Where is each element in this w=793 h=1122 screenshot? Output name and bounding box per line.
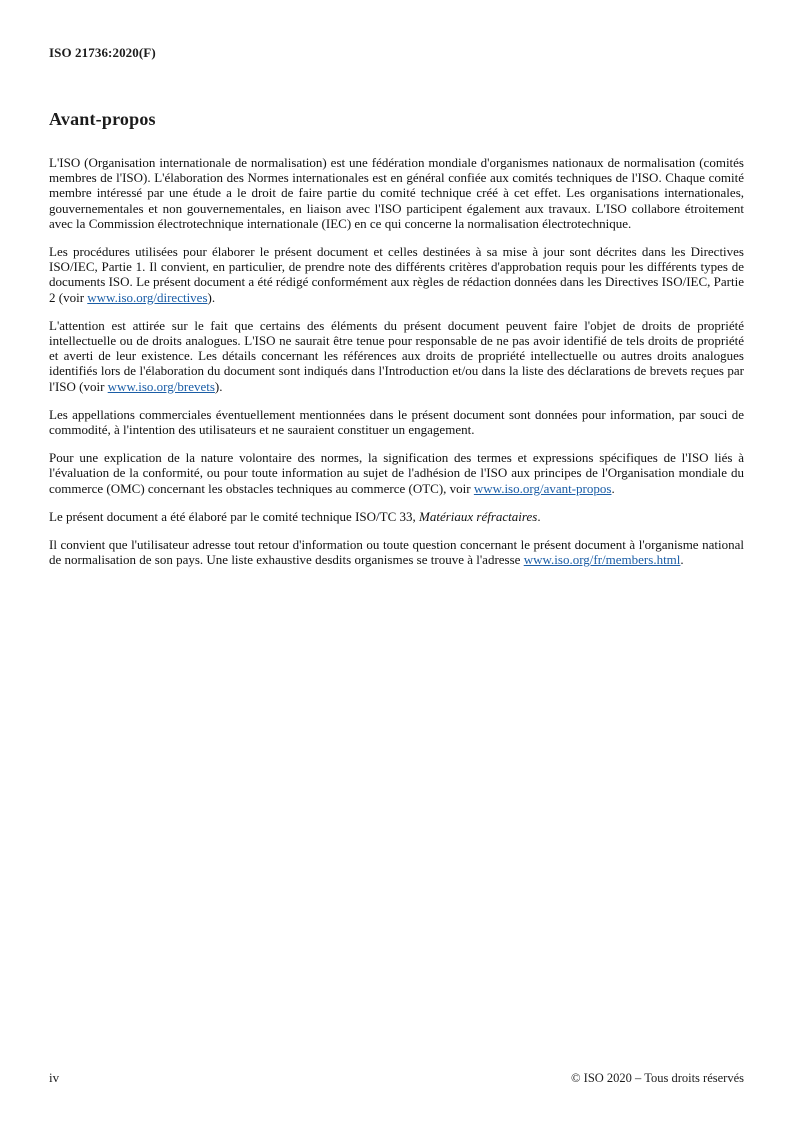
paragraph-text: ). bbox=[207, 289, 216, 305]
paragraph-text: . bbox=[611, 480, 615, 496]
paragraph-text: ). bbox=[214, 378, 223, 394]
paragraph bbox=[49, 407, 744, 437]
document-reference: ISO 21736:2020(F) bbox=[49, 45, 156, 60]
paragraph-text: . bbox=[537, 508, 541, 524]
document-body bbox=[49, 155, 744, 567]
paragraph-text: Pour une explication de la nature volontaire des normes, la signification des termes et expressions spécifiques de l'ISO liés à l'évaluation de la conformité, ou pour toute information au sujet de l'adhésion de l'ISO aux principes de l'Organisation mondiale du commerce (OMC) concernant les obstacles techniques au commerce (OTC), voir bbox=[49, 450, 744, 496]
paragraph-text: Il convient que l'utilisateur adresse tout retour d'information ou toute question concernant le présent document à l'organisme national de normalisation de son pays. Une liste exhaustive desdits organismes se trouve à l'adresse bbox=[49, 537, 744, 568]
paragraph-text: Les appellations commerciales éventuellement mentionnées dans le présent document sont données pour information, par souci de commodité, à l'intention des utilisateurs et ne sauraient constituer un engagement. bbox=[49, 406, 744, 438]
hyperlink[interactable]: www.iso.org/directives bbox=[87, 289, 208, 305]
paragraph bbox=[49, 244, 744, 305]
italic-text: Matériaux réfractaires bbox=[419, 508, 538, 524]
paragraph bbox=[49, 450, 744, 496]
hyperlink[interactable]: www.iso.org/brevets bbox=[107, 378, 215, 394]
section-title: Avant-propos bbox=[49, 109, 156, 129]
paragraph bbox=[49, 155, 744, 231]
hyperlink[interactable]: www.iso.org/avant-propos bbox=[473, 480, 612, 496]
paragraph bbox=[49, 537, 744, 567]
document-footer bbox=[49, 1070, 744, 1086]
paragraph-text: . bbox=[680, 552, 684, 568]
paragraph-text: Le présent document a été élaboré par le comité technique ISO/TC 33, bbox=[49, 508, 419, 524]
page-number: iv bbox=[49, 1070, 60, 1085]
paragraph-text: L'attention est attirée sur le fait que certains des éléments du présent document peuvent faire l'objet de droits de propriété intellectuelle ou de droits analogues. L'ISO ne saurait être tenue pour responsable de ne pas avoir identifié de tels droits de propriété et averti de leur existence. Les détails concernant les références aux droits de propriété intellectuelle ou autres droits analogues identifiés lors de l'élaboration du document sont indiqués dans l'Introduction et/ou dans la liste des déclarations de brevets reçues par l'ISO (voir bbox=[49, 317, 744, 394]
paragraph bbox=[49, 509, 744, 524]
paragraph-text: Les procédures utilisées pour élaborer le présent document et celles destinées à sa mise à jour sont décrites dans les Directives ISO/IEC, Partie 1. Il convient, en particulier, de prendre note des différents critères d'approbation requis pour les différents types de documents ISO. Le présent document a été rédigé conformément aux règles de rédaction données dans les Directives ISO/IEC, Partie 2 (voir bbox=[49, 244, 744, 305]
hyperlink[interactable]: www.iso.org/fr/members.html bbox=[523, 552, 681, 568]
paragraph bbox=[49, 318, 744, 394]
paragraph-text: L'ISO (Organisation internationale de normalisation) est une fédération mondiale d'organismes nationaux de normalisation (comités membres de l'ISO). L'élaboration des Normes internationales est en général confiée aux comités techniques de l'ISO. Chaque comité membre intéressé par une étude a le droit de faire partie du comité technique créé à cet effet. Les organisations internationales, gouvernementales et non gouvernementales, en liaison avec l'ISO participent également aux travaux. L'ISO collabore étroitement avec la Commission électrotechnique internationale (IEC) en ce qui concerne la normalisation électrotechnique. bbox=[49, 155, 744, 231]
copyright-notice: © ISO 2020 – Tous droits réservés bbox=[571, 1071, 744, 1085]
